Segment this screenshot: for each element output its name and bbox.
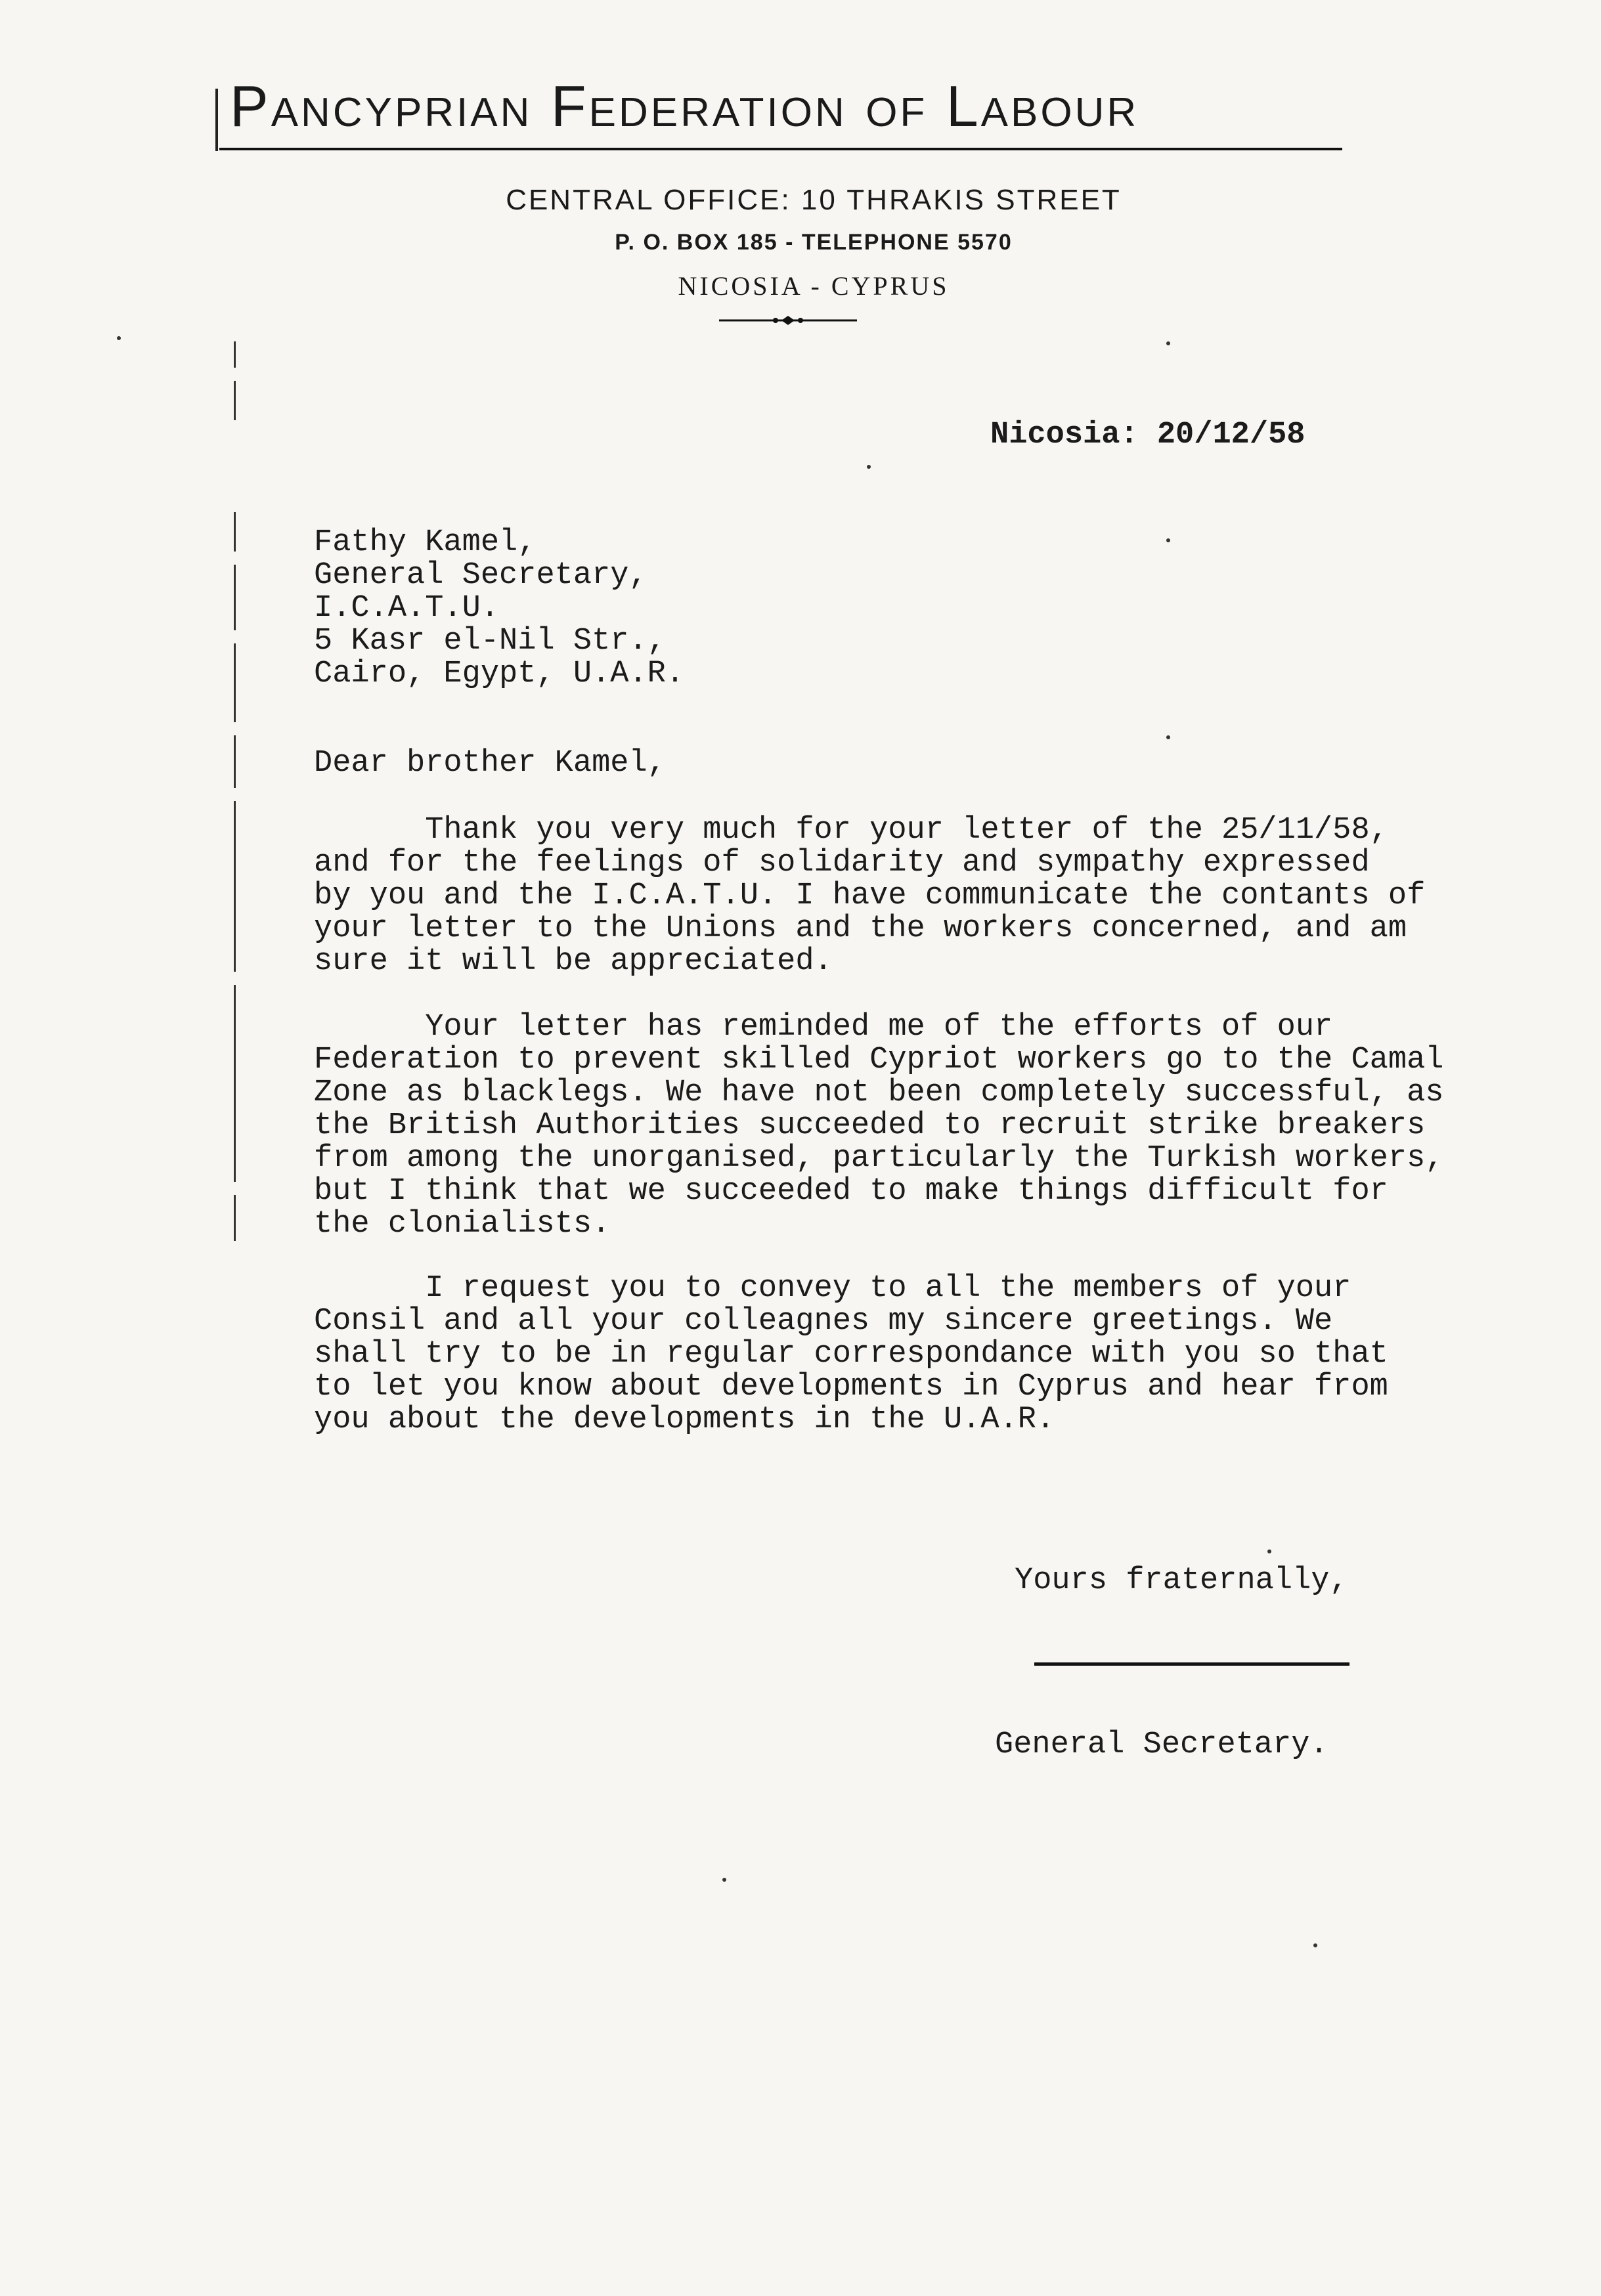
paragraph-line: by you and the I.C.A.T.U. I have communicate the contants of xyxy=(314,878,1426,913)
margin-mark xyxy=(234,565,236,630)
margin-mark xyxy=(234,735,236,788)
letterhead-box-line: P. O. BOX 185 - TELEPHONE 5570 xyxy=(615,230,1013,255)
margin-mark xyxy=(234,643,236,722)
recipient-address xyxy=(314,527,684,691)
letterhead-ornament xyxy=(719,314,857,327)
signature-line xyxy=(1034,1662,1349,1666)
scan-speck xyxy=(867,465,871,469)
scan-speck xyxy=(1313,1943,1317,1947)
recipient-street: 5 Kasr el-Nil Str., xyxy=(314,624,666,659)
scan-speck xyxy=(722,1878,726,1882)
scan-speck xyxy=(1166,735,1170,739)
scan-speck xyxy=(117,336,121,340)
paragraph-line: Consil and all your colleagnes my sincere greetings. We xyxy=(314,1304,1333,1339)
margin-mark xyxy=(234,985,236,1182)
paragraph-line: Zone as blacklegs. We have not been completely successful, as xyxy=(314,1075,1444,1110)
letterhead-rule xyxy=(219,148,1342,150)
paragraph-line: Federation to prevent skilled Cypriot workers go to the Camal xyxy=(314,1043,1444,1077)
paragraph-line: you about the developments in the U.A.R. xyxy=(314,1402,1055,1437)
signatory-title: General Secretary. xyxy=(995,1727,1328,1762)
salutation: Dear brother Kamel, xyxy=(314,746,666,781)
paragraph-line: the British Authorities succeeded to recruit strike breakers xyxy=(314,1108,1426,1143)
paragraph-line: sure it will be appreciated. xyxy=(314,944,833,979)
margin-mark xyxy=(234,801,236,972)
paragraph-line: your letter to the Unions and the workers concerned, and am xyxy=(314,911,1407,946)
paragraph-line: but I think that we succeeded to make things difficult for xyxy=(314,1174,1388,1209)
scan-speck xyxy=(1166,538,1170,542)
body-paragraph-3 xyxy=(314,1272,1388,1437)
closing: Yours fraternally, xyxy=(1015,1563,1348,1598)
letterhead-office-line: CENTRAL OFFICE: 10 THRAKIS STREET xyxy=(506,184,1122,216)
recipient-title: General Secretary, xyxy=(314,558,647,593)
body-paragraph-2 xyxy=(314,1011,1443,1241)
body-paragraph-1 xyxy=(314,814,1425,978)
paragraph-line: from among the unorganised, particularly the Turkish workers, xyxy=(314,1141,1444,1176)
recipient-org: I.C.A.T.U. xyxy=(314,591,500,626)
paragraph-line: I request you to convey to all the members of your xyxy=(314,1271,1351,1306)
letter-date: Nicosia: 20/12/58 xyxy=(990,418,1305,452)
recipient-name: Fathy Kamel, xyxy=(314,525,537,560)
letterhead-city-line: NICOSIA - CYPRUS xyxy=(678,271,950,301)
letterhead-margin-bar xyxy=(215,89,218,151)
margin-mark xyxy=(234,1195,236,1241)
paragraph-line: Thank you very much for your letter of the 25/11/58, xyxy=(314,813,1388,848)
scan-speck xyxy=(1267,1549,1271,1553)
letterhead-organization: Pancyprian Federation of Labour xyxy=(230,74,1139,139)
margin-mark xyxy=(234,341,236,368)
paragraph-line: Your letter has reminded me of the efforts of our xyxy=(314,1010,1333,1045)
margin-mark xyxy=(234,381,236,420)
margin-mark xyxy=(234,512,236,552)
paragraph-line: the clonialists. xyxy=(314,1207,611,1242)
paragraph-line: to let you know about developments in Cyprus and hear from xyxy=(314,1370,1388,1404)
scan-speck xyxy=(1166,341,1170,345)
paragraph-line: shall try to be in regular correspondance with you so that xyxy=(314,1337,1388,1372)
paragraph-line: and for the feelings of solidarity and sympathy expressed xyxy=(314,846,1370,880)
recipient-city: Cairo, Egypt, U.A.R. xyxy=(314,657,685,691)
